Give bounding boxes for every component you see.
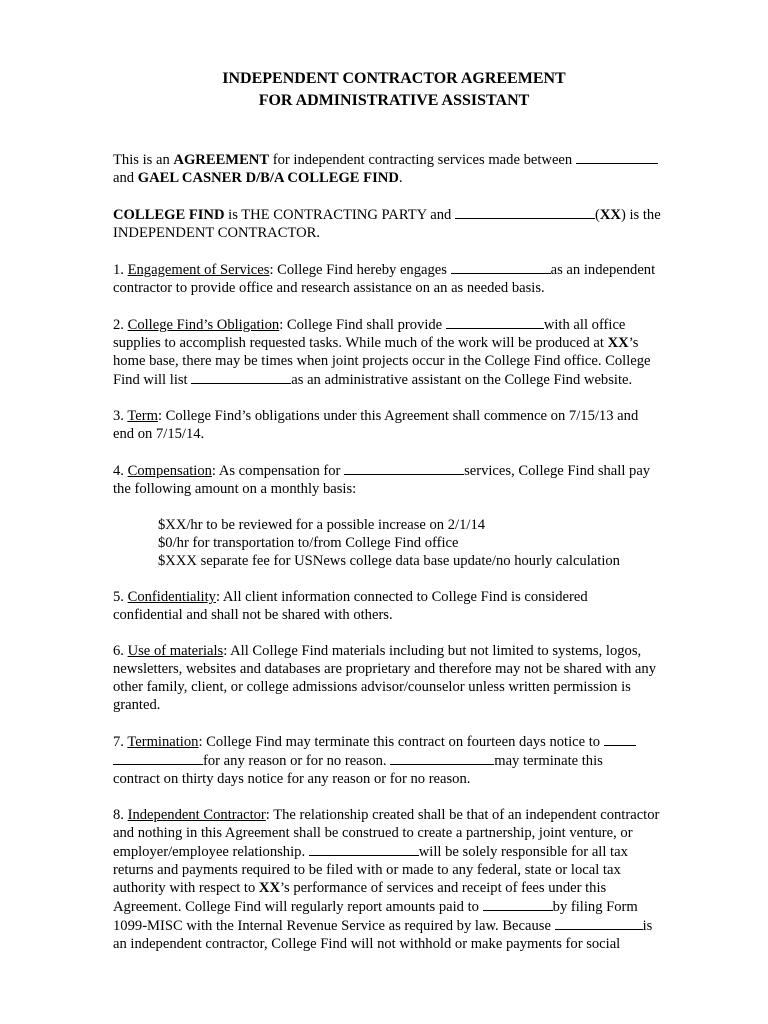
section-heading: Engagement of Services <box>127 262 270 278</box>
section-heading: Confidentiality <box>127 589 216 605</box>
section-text: : College Find may terminate this contract on fourteen days notice to <box>198 734 604 750</box>
section-text: other family, client, or college admissions advisor/counselor unless written permission is <box>113 679 631 695</box>
intro-paragraph <box>113 150 683 187</box>
section-text: as an independent <box>550 262 656 278</box>
blank-line <box>576 150 658 164</box>
section-number: 1. <box>113 262 128 278</box>
section-7 <box>113 732 683 788</box>
section-number: 2. <box>113 317 128 333</box>
blank-line <box>309 842 419 856</box>
intro-text: and <box>113 170 138 186</box>
section-text: with all office <box>543 317 626 333</box>
intro-text: for independent contracting services made between <box>269 152 576 168</box>
party-bold: COLLEGE FIND <box>113 207 225 223</box>
section-text: Agreement. College Find will regularly report amounts paid to <box>113 899 483 915</box>
section-text: contract on thirty days notice for any reason or for no reason. <box>113 771 471 787</box>
section-5 <box>113 588 683 624</box>
section-text: will be solely responsible for all tax <box>418 844 628 860</box>
section-text: : All client information connected to College Find is considered <box>215 589 588 605</box>
section-text: authority with respect to <box>113 880 259 896</box>
section-text: the following amount on a monthly basis: <box>113 481 357 497</box>
party-text: INDEPENDENT CONTRACTOR. <box>113 225 321 241</box>
section-text: confidential and shall not be shared with others. <box>113 607 393 623</box>
party-paragraph <box>113 205 683 242</box>
section-text: supplies to accomplish requested tasks. While much of the work will be produced at <box>113 335 608 351</box>
section-8 <box>113 806 683 953</box>
intro-text: . <box>398 170 403 186</box>
section-4 <box>113 461 683 570</box>
section-text: as an administrative assistant on the College Find website. <box>291 372 633 388</box>
section-text: and nothing in this Agreement shall be construed to create a partnership, joint venture, or <box>113 825 633 841</box>
section-text: granted. <box>113 697 161 713</box>
section-2 <box>113 315 683 389</box>
section-number: 6. <box>113 643 128 659</box>
section-text: an independent contractor, College Find will not withhold or make payments for social <box>113 936 621 952</box>
party-bold: XX <box>599 207 621 223</box>
blank-line <box>455 205 595 219</box>
title-line-2: FOR ADMINISTRATIVE ASSISTANT <box>258 92 530 109</box>
section-heading: Term <box>127 408 158 424</box>
document-title <box>105 68 683 112</box>
section-number: 7. <box>113 734 128 750</box>
section-text: : College Find shall provide <box>279 317 446 333</box>
title-line-1: INDEPENDENT CONTRACTOR AGREEMENT <box>222 70 566 87</box>
section-text: 1099-MISC with the Internal Revenue Service as required by law. Because <box>113 918 555 934</box>
section-text: : College Find hereby engages <box>269 262 451 278</box>
blank-line <box>390 751 494 765</box>
intro-bold: AGREEMENT <box>173 152 270 168</box>
section-text: newsletters, websites and databases are proprietary and therefore may not be shared with any <box>113 661 657 677</box>
section-heading: Compensation <box>127 463 212 479</box>
blank-line <box>446 315 544 329</box>
compensation-item: $XX/hr to be reviewed for a possible increase on 2/1/14 <box>158 517 486 533</box>
section-text: : College Find’s obligations under this Agreement shall commence on 7/15/13 and <box>157 408 639 424</box>
section-text: home base, there may be times when joint projects occur in the College Find office. College <box>113 353 651 369</box>
section-heading: Independent Contractor <box>127 807 266 823</box>
section-bold: XX <box>607 335 629 351</box>
section-heading: Termination <box>127 734 199 750</box>
section-text: employer/employee relationship. <box>113 844 309 860</box>
party-text: is THE CONTRACTING PARTY and <box>224 207 455 223</box>
blank-line <box>451 260 551 274</box>
section-6 <box>113 642 683 714</box>
blank-line <box>604 732 636 746</box>
section-number: 5. <box>113 589 128 605</box>
section-text: is <box>642 918 653 934</box>
blank-line <box>113 751 203 765</box>
section-text: contractor to provide office and research assistance on an as needed basis. <box>113 280 545 296</box>
compensation-item: $XXX separate fee for USNews college data base update/no hourly calculation <box>158 553 620 569</box>
section-heading: College Find’s Obligation <box>127 317 280 333</box>
section-text: end on 7/15/14. <box>113 426 205 442</box>
section-number: 8. <box>113 807 128 823</box>
section-1 <box>113 260 683 297</box>
section-text: for any reason or for no reason. <box>203 753 391 769</box>
section-text: Find will list <box>113 372 192 388</box>
section-3 <box>113 407 683 443</box>
section-number: 3. <box>113 408 128 424</box>
blank-line <box>344 461 464 475</box>
section-text: : All College Find materials including but not limited to systems, logos, <box>223 643 642 659</box>
section-text: by filing Form <box>552 899 638 915</box>
document-page <box>113 68 683 953</box>
blank-line <box>555 916 643 930</box>
blank-line <box>191 370 291 384</box>
section-text: : The relationship created shall be that of an independent contractor <box>265 807 660 823</box>
party-text: ) is the <box>620 207 661 223</box>
intro-text: This is an <box>113 152 174 168</box>
section-bold: XX <box>258 880 280 896</box>
section-number: 4. <box>113 463 128 479</box>
compensation-item: $0/hr for transportation to/from College Find office <box>158 535 459 551</box>
section-text: returns and payments required to be filed with or made to any federal, state or local tax <box>113 862 621 878</box>
blank-line <box>483 897 553 911</box>
party-text: ( <box>594 207 600 223</box>
section-text: : As compensation for <box>211 463 345 479</box>
section-text: ’s <box>628 335 639 351</box>
section-text: services, College Find shall pay <box>464 463 651 479</box>
section-text: may terminate this <box>494 753 603 769</box>
intro-bold: GAEL CASNER D/B/A COLLEGE FIND <box>137 170 399 186</box>
section-text: ’s performance of services and receipt of fees under this <box>280 880 607 896</box>
section-heading: Use of materials <box>127 643 224 659</box>
